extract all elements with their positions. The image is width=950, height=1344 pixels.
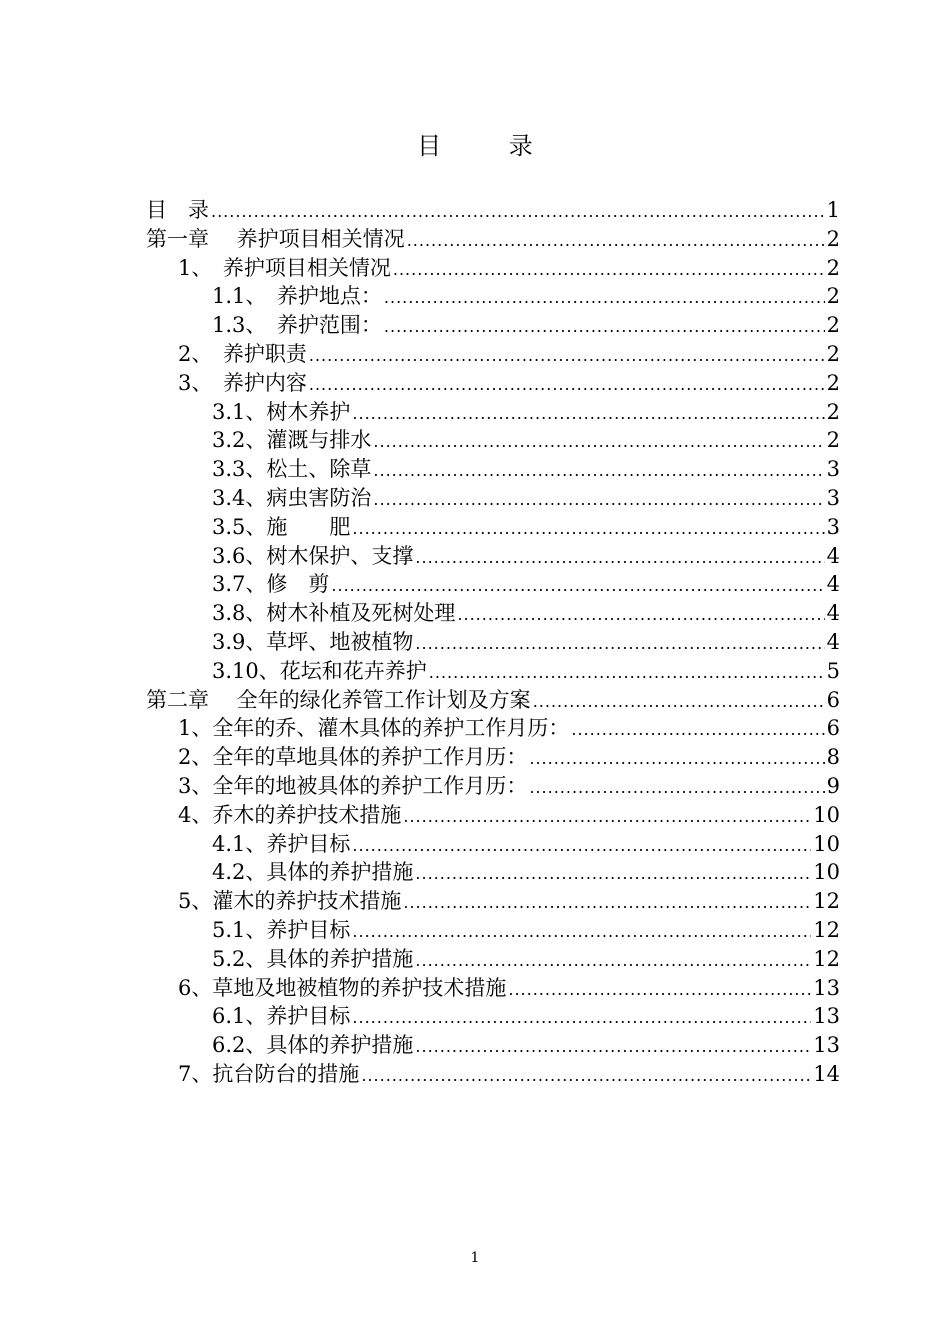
toc-entry-page: 6 <box>826 687 840 712</box>
toc-entry-label: 4、乔木的养护技术措施 <box>178 802 402 827</box>
table-of-contents <box>146 196 840 1089</box>
toc-dot-leader <box>415 1033 811 1062</box>
toc-entry-page: 12 <box>813 946 840 971</box>
toc-entry-page: 3 <box>826 457 840 482</box>
toc-dot-leader <box>529 745 824 774</box>
page-title: 目 录 <box>417 132 563 160</box>
toc-dot-leader <box>352 918 811 947</box>
toc-dot-leader <box>529 774 824 803</box>
toc-dot-leader <box>309 371 825 400</box>
toc-entry-page: 2 <box>826 313 840 338</box>
toc-entry-page: 13 <box>813 1004 840 1029</box>
toc-entry-label: 2、 养护职责 <box>178 341 307 366</box>
toc-entry[interactable] <box>146 311 840 340</box>
toc-entry[interactable] <box>146 455 840 484</box>
toc-dot-leader <box>415 630 824 659</box>
toc-entry-label: 2、全年的草地具体的养护工作月历： <box>178 745 528 770</box>
toc-entry-label: 3.8、树木补植及死树处理 <box>212 601 456 626</box>
toc-entry-page: 2 <box>826 255 840 280</box>
toc-entry-page: 13 <box>813 975 840 1000</box>
toc-entry-page: 2 <box>826 341 840 366</box>
toc-dot-leader <box>373 457 824 486</box>
toc-entry-label: 5.2、具体的养护措施 <box>212 946 414 971</box>
toc-dot-leader <box>403 889 811 918</box>
toc-entry-page: 4 <box>826 572 840 597</box>
toc-dot-leader <box>384 313 825 342</box>
toc-entry[interactable] <box>146 542 840 571</box>
toc-dot-leader <box>384 284 825 313</box>
toc-dot-leader <box>373 428 824 457</box>
toc-dot-leader <box>403 803 811 832</box>
toc-entry[interactable] <box>146 858 840 887</box>
toc-dot-leader <box>393 256 825 285</box>
toc-dot-leader <box>352 400 824 429</box>
toc-entry[interactable] <box>146 570 840 599</box>
toc-entry[interactable] <box>146 772 840 801</box>
toc-entry-page: 13 <box>813 1033 840 1058</box>
toc-entry-label: 3.1、树木养护 <box>212 399 351 424</box>
toc-entry-page: 5 <box>826 658 840 683</box>
toc-entry[interactable] <box>146 887 840 916</box>
toc-entry[interactable] <box>146 1060 840 1089</box>
toc-entry[interactable] <box>146 714 840 743</box>
toc-entry-page: 3 <box>826 485 840 510</box>
toc-dot-leader <box>415 544 824 573</box>
toc-entry[interactable] <box>146 484 840 513</box>
toc-entry[interactable] <box>146 398 840 427</box>
toc-entry-page: 12 <box>813 917 840 942</box>
toc-dot-leader <box>457 601 824 630</box>
toc-entry-page: 14 <box>813 1061 840 1086</box>
toc-dot-leader <box>407 227 825 256</box>
toc-dot-leader <box>533 688 825 717</box>
toc-entry-page: 10 <box>813 831 840 856</box>
toc-dot-leader <box>571 716 824 745</box>
toc-entry[interactable] <box>146 657 840 686</box>
toc-entry-label: 目 录 <box>146 198 209 222</box>
toc-entry-label: 6.1、养护目标 <box>212 1004 351 1029</box>
toc-entry-label: 4.2、具体的养护措施 <box>212 860 414 885</box>
toc-entry-page: 2 <box>826 399 840 424</box>
toc-entry-label: 1、全年的乔、灌木具体的养护工作月历： <box>178 716 570 741</box>
toc-entry-page: 4 <box>826 629 840 654</box>
toc-entry-page: 2 <box>826 428 840 453</box>
toc-entry[interactable] <box>146 369 840 398</box>
toc-dot-leader <box>361 1062 811 1091</box>
toc-entry-page: 4 <box>826 601 840 626</box>
toc-entry-page: 10 <box>813 802 840 827</box>
toc-entry-label: 4.1、养护目标 <box>212 831 351 856</box>
toc-entry[interactable] <box>146 974 840 1003</box>
toc-entry-label: 3.5、施 肥 <box>212 514 351 539</box>
toc-dot-leader <box>211 198 825 227</box>
toc-entry[interactable] <box>146 628 840 657</box>
toc-entry-label: 5.1、养护目标 <box>212 917 351 942</box>
toc-entry-label: 3.6、树木保护、支撑 <box>212 543 414 568</box>
toc-entry-label: 3、全年的地被具体的养护工作月历： <box>178 773 528 798</box>
toc-entry-page: 3 <box>826 514 840 539</box>
toc-entry[interactable] <box>146 1002 840 1031</box>
toc-entry[interactable] <box>146 801 840 830</box>
toc-entry-label: 1、 养护项目相关情况 <box>178 255 391 280</box>
toc-entry-page: 1 <box>826 198 840 222</box>
toc-dot-leader <box>331 572 824 601</box>
toc-entry-page: 2 <box>826 284 840 309</box>
toc-entry-label: 3.2、灌溉与排水 <box>212 428 372 453</box>
toc-entry[interactable] <box>146 282 840 311</box>
toc-entry[interactable] <box>146 945 840 974</box>
toc-entry-label: 3.9、草坪、地被植物 <box>212 629 414 654</box>
toc-entry[interactable] <box>146 599 840 628</box>
toc-dot-leader <box>309 342 825 371</box>
toc-entry-label: 3、 养护内容 <box>178 370 307 395</box>
toc-entry[interactable] <box>146 196 840 225</box>
toc-dot-leader <box>352 515 824 544</box>
toc-entry[interactable] <box>146 830 840 859</box>
toc-entry[interactable] <box>146 686 840 715</box>
toc-entry-page: 4 <box>826 543 840 568</box>
toc-entry[interactable] <box>146 225 840 254</box>
toc-entry[interactable] <box>146 1031 840 1060</box>
toc-entry-label: 第一章 养护项目相关情况 <box>146 226 405 251</box>
toc-entry[interactable] <box>146 340 840 369</box>
toc-dot-leader <box>373 486 824 515</box>
toc-entry-page: 8 <box>826 745 840 770</box>
toc-entry-label: 5、灌木的养护技术措施 <box>178 889 402 914</box>
toc-entry[interactable] <box>146 916 840 945</box>
toc-entry-page: 10 <box>813 860 840 885</box>
page-number: 1 <box>470 1250 480 1266</box>
toc-entry-label: 6、草地及地被植物的养护技术措施 <box>178 975 507 1000</box>
toc-entry-page: 6 <box>826 716 840 741</box>
toc-dot-leader <box>508 976 811 1005</box>
toc-dot-leader <box>352 1004 811 1033</box>
toc-entry-page: 2 <box>826 226 840 251</box>
toc-entry-label: 第二章 全年的绿化养管工作计划及方案 <box>146 687 531 712</box>
toc-entry-label: 3.3、松土、除草 <box>212 457 372 482</box>
toc-entry-label: 3.7、修 剪 <box>212 572 330 597</box>
toc-entry[interactable] <box>146 513 840 542</box>
toc-entry[interactable] <box>146 426 840 455</box>
toc-dot-leader <box>352 832 811 861</box>
toc-entry-label: 3.10、花坛和花卉养护 <box>212 658 427 683</box>
toc-entry-label: 7、抗台防台的措施 <box>178 1061 360 1086</box>
toc-entry-page: 9 <box>826 773 840 798</box>
toc-dot-leader <box>415 947 811 976</box>
toc-dot-leader <box>429 659 825 688</box>
toc-entry-label: 1.1、 养护地点： <box>212 284 382 309</box>
toc-entry[interactable] <box>146 743 840 772</box>
toc-dot-leader <box>415 860 811 889</box>
toc-entry-page: 12 <box>813 889 840 914</box>
toc-entry[interactable] <box>146 254 840 283</box>
toc-entry-page: 2 <box>826 370 840 395</box>
toc-entry-label: 3.4、病虫害防治 <box>212 485 372 510</box>
toc-entry-label: 1.3、 养护范围： <box>212 313 382 338</box>
toc-entry-label: 6.2、具体的养护措施 <box>212 1033 414 1058</box>
